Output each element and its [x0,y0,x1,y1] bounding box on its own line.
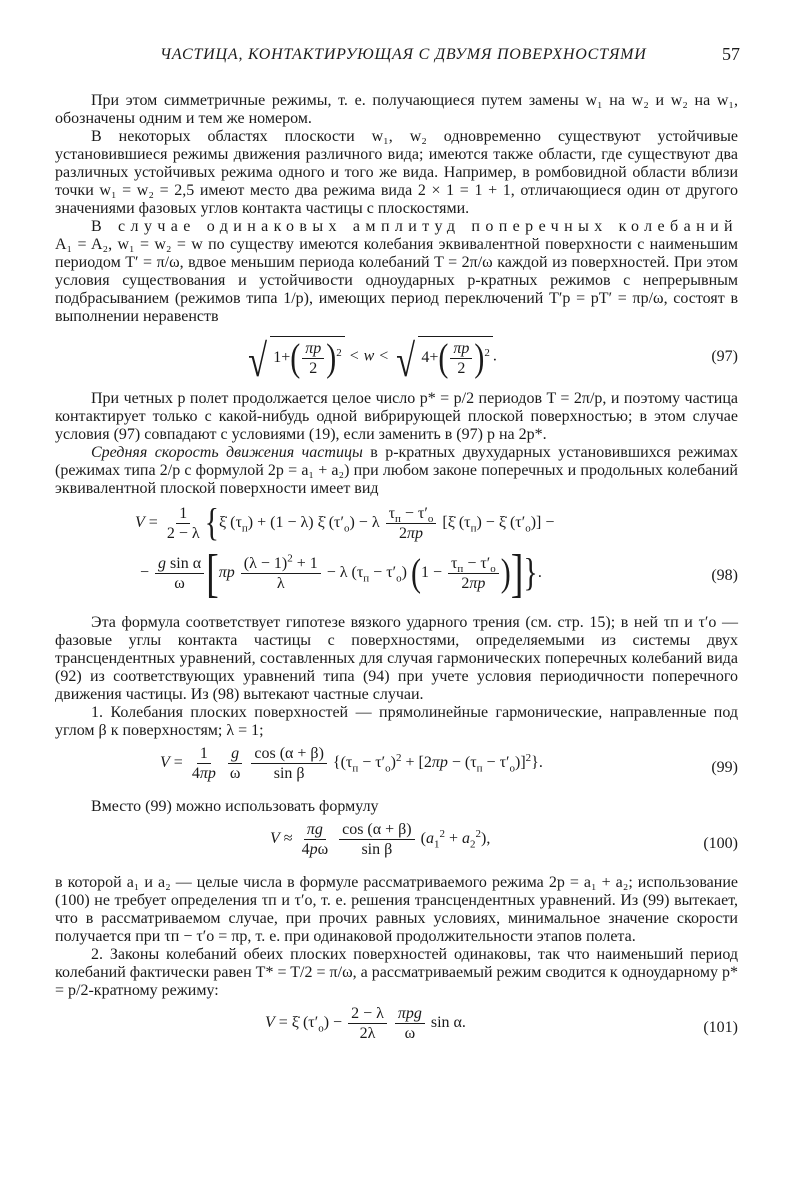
page-header [160,44,740,72]
paragraph-stable-regions: В некоторых областях плоскости w₁, w₂ одновременно существуют устойчивые установившиеся режимы движения различного вида; имеются также области, где существуют два различных устойчивых режима одного и того же вида. Например, в ромбовидной области вблизи точки w₁ = w₂ = 2,5 имеют место два режима вида 2 × 1 = 1 + 1, отличающиеся один от другого значениями фазовых углов контакта частицы с плоскостями. [55,128,738,217]
equation-100-number: (100) [703,835,738,852]
equation-98-line1: V = $\frac{1}{2 - \lambda}$ {ξ̇ $(\tau_п) + (1 - \lambda)$ ξ̇ $(\tau'_о) - \lambda$ $\frac{\tau_п - \tau'_о}{2\pi p}$ [ξ̇ $(\tau_п)$ − ξ̇ $(\tau'_о)$] − [135,501,555,545]
paragraph-case-2: 2. Законы колебаний обеих плоских поверхностей одинаковы, так что наименьший период колебаний фактически равен T* = T/2 = π/ω, а рассматриваемый режим сводится к одноударному p* = p/2-кратному режиму: [55,946,738,999]
equation-101-body: V = ξ̇ $(\tau'_о)$ − $\frac{2 - \lambda}{2\lambda}$ $\frac{\text{πpg}}{\omega}$ sin α. [265,1005,466,1042]
running-head: ЧАСТИЦА, КОНТАКТИРУЮЩАЯ С ДВУМЯ ПОВЕРХНОСТЯМИ [160,46,647,63]
equation-98-line2: − $\frac{\text{g sin α}}{\omega}$ [πp $\frac{(\lambda - 1)^2 + 1}{\lambda}$ − λ $(\tau_п - \tau'_о) (1$ − $\frac{\tau_п - \tau'_о}{2\pi p}$ )]}. [140,544,542,603]
mean-velocity-term: Средняя скорость движения частицы [91,444,363,461]
equation-98 [55,501,738,604]
paragraph-viscous-friction: Эта формула соответствует гипотезе вязкого ударного трения (см. стр. 15); в ней τп и τ′о — фазовые углы контакта частицы с поверхностями, определяемыми из системы двух трансцендентных уравнений, составленных для случая гармонических поперечных колебаний вида (92) из соответствующих уравнений типа (94) при учете условия периодичности поперечного движения частицы. Из (98) вытекают частные случаи. [55,614,738,703]
paragraph-even-p: При четных p полет продолжается целое число p* = p/2 периодов T = 2π/p, и поэтому частица контактирует только с какой-нибудь одной вибрирующей плоской поверхностью; в этом случае условия (97) совпадают с условиями (19), если заменить в (97) p на 2p*. [55,390,738,443]
paragraph-integers-a: в которой a₁ и a₂ — целые числа в формуле рассматриваемого режима 2p = a₁ + a₂; использование (100) не требует определения τп и τ′о, т. е. решения трансцендентных уравнений. Из (99) вытекает, что в рассматриваемом случае, при прочих равных условиях, минимальное значение скорости получается при τп − τ′о = πp, т. е. при одинаковой продолжительности этапов полета. [55,874,738,945]
equation-101-number: (101) [703,1019,738,1036]
equation-99-body: V = $\frac{1}{4\pi p}$ $\frac{g}{\omega}$ $\frac{\cos (\alpha + \beta)}{\text{sin β}}$ $\{(\tau_п - \tau'_о)^2 + [2\pi p - (\tau_п - \tau'_о)]^2\}$. [160,745,543,782]
equation-98-number: (98) [711,567,738,584]
equation-97 [55,330,738,384]
equation-100-body: V ≈ $\frac{\pi g}{4p\omega}$ $\frac{\cos (\alpha + \beta)}{\text{sin β}}$ $(a_1^2 + a_2^2)$, [270,821,491,858]
paragraph-symmetric-regimes: При этом симметричные режимы, т. е. получающиеся путем замены w₁ на w₂ и w₂ на w₁, обозначены одним и тем же номером. [55,92,738,127]
paragraph-mean-velocity [55,444,738,498]
paragraph-equal-amplitudes-text: A₁ = A₂, w₁ = w₂ = w по существу имеются колебания эквивалентной поверхности с наименьшим периодом T′ = π/ω, вдвое меньшим периода колебаний T = 2π/ω каждой из поверхностей. При этом условия существования и устойчивости одноударных p-кратных режимов с непрерывным подбрасыванием (режимов типа 1/p), имеющих период переключений T′p = pT′ = πp/ω, состоят в выполнении неравенств [55,236,738,325]
paragraph-instead-of-99: Вместо (99) можно использовать формулу [91,798,379,815]
paragraph-mean-velocity-text: в p-кратных двухударных установившихся режимах (режимах типа 2/p с формулой 2p = a₁ + a₂) при любом законе поперечных и продольных колебаний эквивалентной плоской поверхности имеет вид [55,444,739,497]
equation-99-number: (99) [711,759,738,776]
paragraph-equal-amplitudes [55,218,738,326]
equation-97-body: √ 1+( $\frac{\pi p}{2}$ )$^2$ < w < √ 4+( $\frac{\pi p}{2}$ )$^2$ . [248,335,497,386]
paragraph-case-1: 1. Колебания плоских поверхностей — прямолинейные гармонические, направленные под углом β к поверхностям; λ = 1; [55,704,738,739]
equation-97-number: (97) [711,348,738,365]
equation-100 [55,820,738,868]
spaced-phrase: В случае одинаковых амплитуд поперечных колебаний [91,218,738,235]
body-text [55,92,738,1052]
equation-101 [55,1004,738,1052]
equation-99 [55,744,738,792]
page-number: 57 [722,44,740,64]
